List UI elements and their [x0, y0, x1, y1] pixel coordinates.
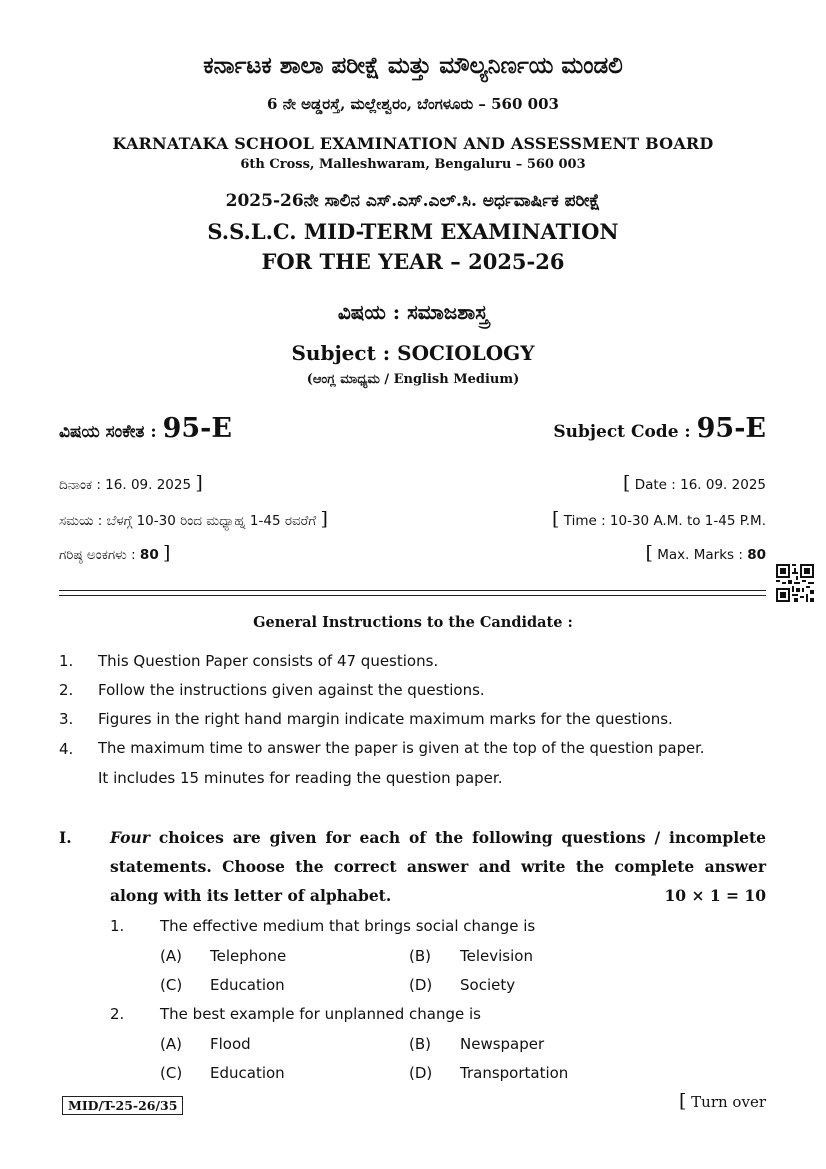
kannada-exam-title: 2025-26ನೇ ಸಾಲಿನ ಎಸ್.ಎಸ್.ಎಲ್.ಸಿ. ಅರ್ಧವಾರ್ಷಿಕ ಪರೀಕ್ಷೆ — [225, 191, 601, 211]
bracket-open: [ — [552, 508, 560, 530]
english-max-marks — [646, 542, 766, 564]
instruction-text: This Question Paper consists of 47 questions. — [98, 652, 439, 670]
exam-title-line2: FOR THE YEAR – 2025-26 — [261, 249, 565, 274]
kannada-address: 6 ನೇ ಅಡ್ಡರಸ್ತೆ, ಮಲ್ಲೇಶ್ವರಂ, ಬೆಂಗಳೂರು – 560 003 — [267, 95, 559, 113]
option-text: Society — [460, 976, 516, 994]
turn-over-text: Turn over — [691, 1093, 766, 1111]
option-text: Telephone — [210, 947, 287, 965]
option-letter: (D) — [409, 1064, 433, 1082]
section-number: I. — [59, 828, 72, 847]
instruction-number: 3. — [59, 710, 74, 728]
english-code-value: 95-E — [696, 413, 766, 444]
section-instruction-line3: along with its letter of alphabet. — [110, 886, 392, 905]
english-marks-label: Max. Marks : — [657, 547, 748, 563]
option-text: Education — [210, 976, 285, 994]
option-letter: (D) — [409, 976, 433, 994]
question-text: The effective medium that brings social change is — [160, 917, 536, 935]
instruction-number: 4. — [59, 740, 74, 758]
paper-code: MID/T-25-26/35 — [62, 1096, 183, 1115]
option-letter: (C) — [160, 976, 183, 994]
bracket-close: ] — [195, 472, 203, 494]
instruction-number: 2. — [59, 681, 74, 699]
kannada-subject: ವಿಷಯ : ಸಮಾಜಶಾಸ್ತ್ರ — [337, 300, 489, 324]
section-instruction-rest: choices are given for each of the following questions / incomplete — [149, 828, 766, 847]
option-letter: (A) — [160, 1035, 182, 1053]
english-marks-value: 80 — [747, 547, 766, 563]
english-address: 6th Cross, Malleshwaram, Bengaluru – 560 003 — [240, 157, 586, 172]
kannada-time — [59, 508, 328, 530]
kannada-subject-code — [59, 413, 232, 444]
kannada-marks-label: ಗರಿಷ್ಠ ಅಂಕಗಳು : — [59, 547, 140, 563]
kannada-code-label: ವಿಷಯ ಸಂಕೇತ : — [59, 422, 157, 442]
kannada-marks-value: 80 — [139, 547, 159, 563]
option-text: Flood — [210, 1035, 251, 1053]
divider-top — [59, 590, 766, 591]
kannada-time-text: ಸಮಯ : ಬೆಳಗ್ಗೆ 10-30 ರಿಂದ ಮಧ್ಯಾಹ್ನ 1-45 ರವರೆಗೆ — [59, 513, 317, 529]
kannada-date-text: ದಿನಾಂಕ : 16. 09. 2025 — [59, 477, 192, 493]
english-date-text: Date : 16. 09. 2025 — [634, 477, 766, 493]
bracket-close: ] — [163, 542, 171, 564]
english-time-text: Time : 10-30 A.M. to 1-45 P.M. — [563, 513, 766, 529]
option-letter: (B) — [409, 947, 431, 965]
instruction-text: The maximum time to answer the paper is given at the top of the question paper. — [98, 740, 705, 757]
english-code-label: Subject Code : — [553, 422, 691, 442]
kannada-board-title: ಕರ್ನಾಟಕ ಶಾಲಾ ಪರೀಕ್ಷೆ ಮತ್ತು ಮೌಲ್ಯನಿರ್ಣಯ ಮಂಡಲಿ — [203, 52, 623, 79]
bracket-open: [ — [645, 542, 653, 564]
bracket-close: ] — [320, 508, 328, 530]
bracket-open: [ — [623, 472, 631, 494]
instruction-text: Figures in the right hand margin indicate maximum marks for the questions. — [98, 710, 673, 728]
turn-over — [679, 1090, 766, 1112]
option-text: Transportation — [460, 1064, 569, 1082]
english-subject: Subject : SOCIOLOGY — [291, 341, 535, 365]
section-instruction-line1 — [110, 828, 766, 847]
english-date — [623, 472, 766, 494]
exam-title-line1: S.S.L.C. MID-TERM EXAMINATION — [207, 219, 619, 244]
english-subject-code — [553, 413, 766, 444]
instruction-number: 1. — [59, 652, 74, 670]
option-text: Television — [460, 947, 533, 965]
instruction-text: Follow the instructions given against the questions. — [98, 681, 485, 699]
kannada-max-marks — [59, 542, 170, 564]
instructions-title: General Instructions to the Candidate : — [253, 614, 573, 631]
bracket-open: [ — [678, 1090, 687, 1112]
instruction-text-continued: It includes 15 minutes for reading the question paper. — [98, 769, 503, 787]
option-letter: (C) — [160, 1064, 183, 1082]
question-number: 2. — [110, 1005, 125, 1023]
medium-label: (ಆಂಗ್ಲ ಮಾಧ್ಯಮ / English Medium) — [306, 372, 520, 387]
english-board-title: KARNATAKA SCHOOL EXAMINATION AND ASSESSMENT BOARD — [112, 134, 714, 153]
option-text: Newspaper — [460, 1035, 545, 1053]
english-time — [552, 508, 766, 530]
question-number: 1. — [110, 917, 125, 935]
option-letter: (B) — [409, 1035, 431, 1053]
divider-bottom — [59, 595, 766, 596]
kannada-date — [59, 472, 203, 494]
qr-code-icon — [776, 564, 814, 602]
section-instruction-line2: statements. Choose the correct answer and write the complete answer — [110, 857, 766, 876]
kannada-code-value: 95-E — [162, 413, 232, 444]
question-text: The best example for unplanned change is — [160, 1005, 481, 1023]
option-text: Education — [210, 1064, 285, 1082]
section-instruction-italic: Four — [110, 828, 150, 847]
section-marks: 10 × 1 = 10 — [664, 886, 766, 905]
option-letter: (A) — [160, 947, 182, 965]
